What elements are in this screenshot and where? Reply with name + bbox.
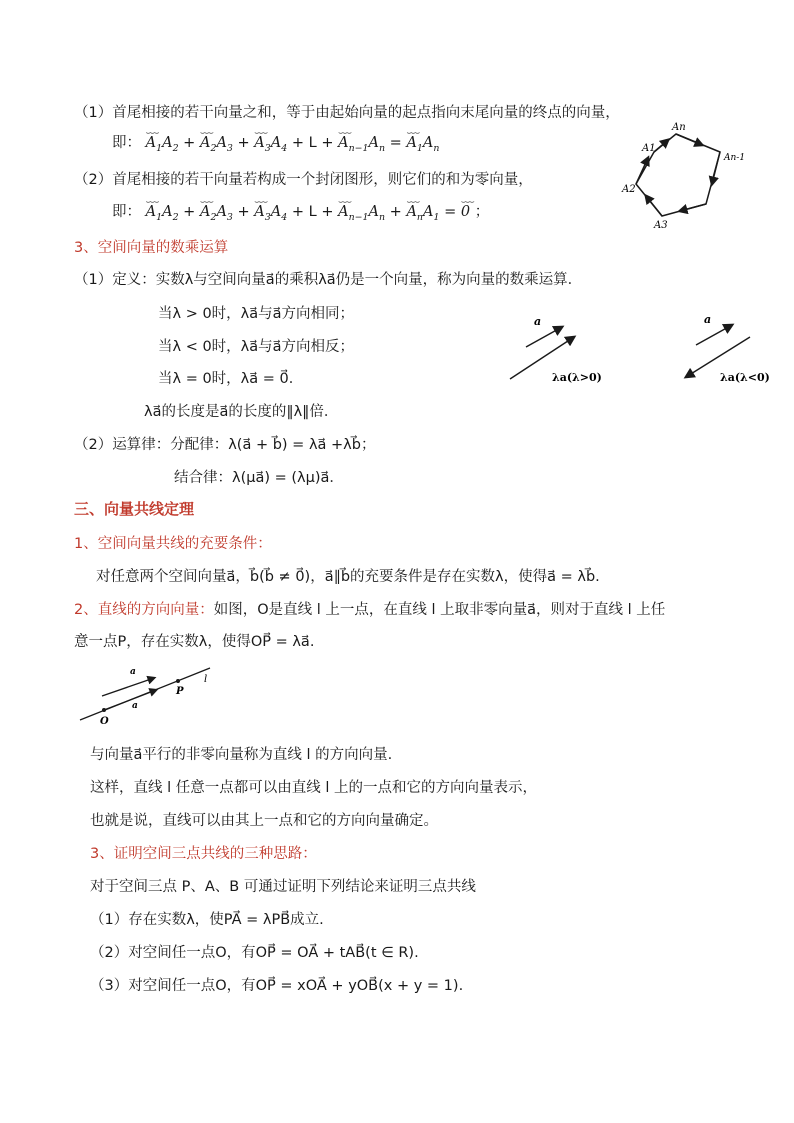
label-o: O	[100, 716, 109, 727]
vector-a-left	[526, 327, 562, 347]
distributive-law: （2）运算律：分配律：λ(a⃗ + b⃗) = λa⃗ +λb⃗；	[74, 437, 376, 453]
point-o	[102, 708, 106, 712]
vector-a-right	[696, 325, 732, 345]
subheading-three-methods: 3、证明空间三点共线的三种思路：	[90, 846, 317, 862]
section-title-collinear: 三、向量共线定理	[74, 500, 195, 518]
case-positive: 当λ > 0时，λa⃗与a⃗方向相同；	[158, 306, 355, 322]
line-determined: 也就是说，直线可以由其上一点和它的方向向量确定。	[90, 813, 438, 829]
scalar-definition: （1）定义：实数λ与空间向量a⃗的乘积λa⃗仍是一个向量，称为向量的数乘运算．	[74, 272, 583, 288]
method-3: （3）对空间任一点O，有OP⃗ = xOA⃗ + yOB⃗(x + y = 1).	[90, 978, 464, 994]
label-a3: A3	[654, 220, 668, 231]
method-1: （1）存在实数λ，使PA⃗ = λPB⃗成立.	[90, 912, 324, 928]
label-a-upper: a	[130, 667, 136, 677]
formula-closed: 即： ⌣⌣⌣ $A_1A_2$ + ⌣⌣⌣ $A_2A_3$ + ⌣⌣⌣ $A_3A_4 + L$ + ⌣⌣⌣ $A_{n-1}A_n$ + ⌣⌣⌣ $A_nA_1$ = ⌣⌣⌣ 0 ；	[112, 200, 489, 223]
line-representation: 这样，直线 l 任意一点都可以由直线 l 上的一点和它的方向向量表示，	[90, 780, 537, 796]
label-a-lower: a	[132, 701, 138, 711]
subheading-direction: 2、直线的方向向量：	[74, 602, 214, 618]
condition-text: 对任意两个空间向量a⃗，b⃗(b⃗ ≠ 0⃗)，a⃗∥b⃗的充要条件是存在实数λ，使得a⃗ = λb⃗.	[96, 569, 600, 585]
item1-text: （1）首尾相接的若干向量之和，等于由起始向量的起点指向末尾向量的终点的向量，	[74, 105, 620, 121]
label-a1: A1	[642, 143, 656, 154]
length-rule: λa⃗的长度是a⃗的长度的‖λ‖倍．	[144, 404, 339, 420]
formula-prefix: 即：	[112, 135, 141, 151]
formula-prefix: 即：	[112, 204, 141, 220]
formula-suffix: ；	[474, 204, 490, 220]
formula-sum: 即： ⌣⌣⌣ $A_1A_2$ + ⌣⌣⌣ $A_2A_3$ + ⌣⌣⌣ $A_3A_4 + L$ + ⌣⌣⌣ $A_{n-1}A_n$ = ⌣⌣⌣ $A_1A_n$	[112, 131, 439, 154]
method-2: （2）对空间任一点O，有OP⃗ = OA⃗ + tAB⃗(t ∈ R).	[90, 945, 419, 961]
direction-text: 如图，O是直线 l 上一点，在直线 l 上取非零向量a⃗，则对于直线 l 上任	[213, 602, 666, 618]
section-heading-scalar: 3、空间向量的数乘运算	[74, 240, 229, 256]
direction-vector-line	[74, 598, 665, 619]
label-a-right: a	[704, 313, 712, 326]
label-l: l	[204, 674, 208, 685]
subheading-condition: 1、空间向量共线的充要条件：	[74, 536, 272, 552]
point-p	[176, 679, 180, 683]
line-figure	[74, 660, 224, 728]
label-an: An	[672, 122, 686, 133]
direction-text-cont: 意一点P，存在实数λ，使得OP⃗ = λa⃗.	[74, 634, 315, 650]
scalar-figure	[500, 305, 790, 389]
label-p: P	[176, 686, 184, 697]
case-negative: 当λ < 0时，λa⃗与a⃗方向相反；	[158, 339, 355, 355]
label-an1: An-1	[724, 153, 746, 163]
item2-text: （2）首尾相接的若干向量若构成一个封闭图形，则它们的和为零向量，	[74, 172, 533, 188]
case-zero: 当λ = 0时，λa⃗ = 0⃗．	[158, 371, 304, 387]
associative-law: 结合律：λ(μa⃗) = (λμ)a⃗．	[174, 470, 344, 486]
label-a2: A2	[622, 184, 636, 195]
polygon-diagram	[614, 118, 754, 236]
direction-vector-def: 与向量a⃗平行的非零向量称为直线 l 的方向向量.	[90, 747, 393, 763]
label-positive: λa(λ>0)	[552, 371, 602, 384]
label-a-left: a	[534, 315, 542, 328]
label-negative: λa(λ<0)	[720, 371, 770, 384]
three-points-intro: 对于空间三点 P、A、B 可通过证明下列结论来证明三点共线	[90, 879, 476, 895]
